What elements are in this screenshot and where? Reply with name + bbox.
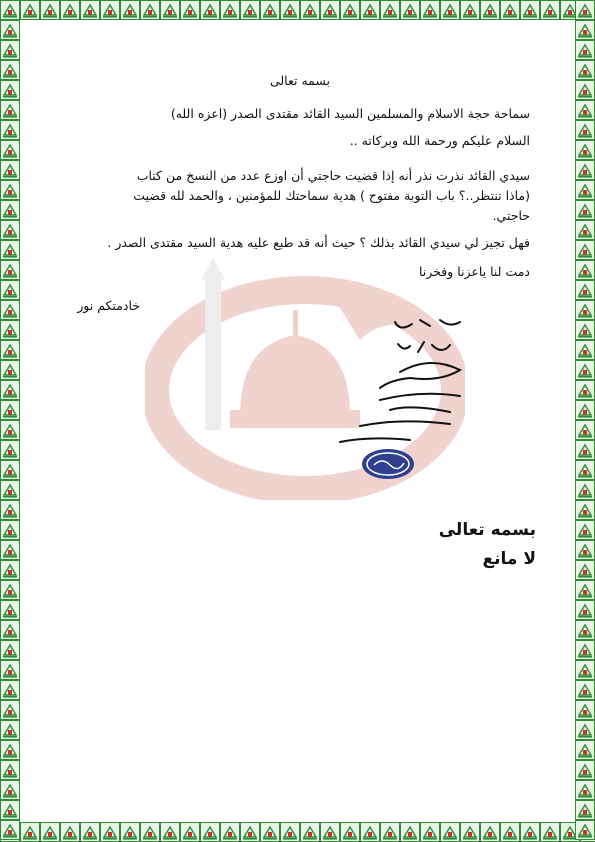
ornament-tile-icon (575, 380, 595, 400)
ornament-tile-icon (575, 680, 595, 700)
ornament-tile-icon (0, 660, 20, 680)
ornament-tile-icon (0, 580, 20, 600)
ornament-tile-icon (575, 500, 595, 520)
ornament-tile-icon (575, 140, 595, 160)
body-line-2: (ماذا تنتظر..؟ باب التوبة مفتوح ) هدية سماحتك للمؤمنين ، والحمد لله قضيت (133, 188, 530, 203)
body-line-3: حاجتي. (492, 208, 530, 223)
ornament-tile-icon (240, 822, 260, 842)
ornament-tile-icon (575, 460, 595, 480)
ornament-tile-icon (140, 822, 160, 842)
ornament-tile-icon (400, 822, 420, 842)
greeting-line: السلام عليكم ورحمة الله وبركاته .. (349, 133, 530, 148)
ornament-tile-icon (575, 240, 595, 260)
reply-heading: بسمه تعالى (438, 520, 536, 540)
ornament-tile-icon (340, 0, 360, 20)
ornament-tile-icon (20, 822, 40, 842)
ornament-tile-icon (575, 80, 595, 100)
seal-stamp-icon (360, 447, 416, 481)
ornament-tile-icon (575, 760, 595, 780)
ornament-tile-icon (0, 100, 20, 120)
ornament-tile-icon (480, 822, 500, 842)
ornament-tile-icon (0, 620, 20, 640)
ornament-tile-icon (320, 822, 340, 842)
reply-answer: لا مانع (482, 549, 536, 569)
ornament-tile-icon (0, 440, 20, 460)
ornament-tile-icon (220, 0, 240, 20)
ornament-tile-icon (0, 560, 20, 580)
ornament-tile-icon (380, 0, 400, 20)
ornament-tile-icon (160, 0, 180, 20)
ornament-tile-icon (80, 822, 100, 842)
ornament-tile-icon (0, 740, 20, 760)
ornament-tile-icon (60, 0, 80, 20)
ornament-tile-icon (575, 540, 595, 560)
ornament-tile-icon (0, 460, 20, 480)
ornament-tile-icon (575, 520, 595, 540)
ornament-tile-icon (0, 320, 20, 340)
ornament-tile-icon (0, 20, 20, 40)
ornament-tile-icon (575, 160, 595, 180)
ornament-tile-icon (60, 822, 80, 842)
ornament-tile-icon (120, 0, 140, 20)
ornament-tile-icon (575, 660, 595, 680)
ornament-tile-icon (575, 300, 595, 320)
ornament-tile-icon (575, 280, 595, 300)
ornament-tile-icon (340, 822, 360, 842)
ornament-tile-icon (460, 822, 480, 842)
ornament-tile-icon (575, 620, 595, 640)
ornament-tile-icon (0, 380, 20, 400)
ornament-tile-icon (80, 0, 100, 20)
ornament-tile-icon (575, 580, 595, 600)
ornament-tile-icon (0, 200, 20, 220)
ornament-tile-icon (20, 0, 40, 20)
ornament-tile-icon (380, 822, 400, 842)
ornament-tile-icon (0, 300, 20, 320)
ornament-tile-icon (575, 440, 595, 460)
ornament-tile-icon (575, 800, 595, 820)
ornament-tile-icon (0, 800, 20, 820)
ornament-tile-icon (575, 420, 595, 440)
ornament-tile-icon (575, 200, 595, 220)
ornament-tile-icon (0, 540, 20, 560)
ornament-tile-icon (575, 360, 595, 380)
ornament-tile-icon (0, 600, 20, 620)
border-bottom (0, 822, 595, 842)
ornament-tile-icon (575, 120, 595, 140)
ornament-tile-icon (0, 220, 20, 240)
ornament-tile-icon (360, 822, 380, 842)
ornament-tile-icon (0, 260, 20, 280)
ornament-tile-icon (0, 820, 20, 840)
ornament-tile-icon (540, 822, 560, 842)
ornament-tile-icon (0, 480, 20, 500)
sender-line: خادمتكم نور (77, 298, 140, 313)
ornament-tile-icon (0, 360, 20, 380)
ornament-tile-icon (300, 822, 320, 842)
ornament-tile-icon (0, 720, 20, 740)
ornament-tile-icon (200, 822, 220, 842)
ornament-tile-icon (575, 780, 595, 800)
ornament-tile-icon (0, 420, 20, 440)
ornament-tile-icon (520, 0, 540, 20)
ornament-tile-icon (575, 480, 595, 500)
ornament-tile-icon (0, 120, 20, 140)
ornament-tile-icon (420, 822, 440, 842)
ornament-tile-icon (0, 60, 20, 80)
ornament-tile-icon (40, 822, 60, 842)
question-line: فهل تجيز لي سيدي القائد بذلك ؟ حيث أنه قد طبع عليه هدية السيد مقتدى الصدر . (107, 235, 530, 250)
ornament-tile-icon (575, 40, 595, 60)
ornament-tile-icon (0, 500, 20, 520)
ornament-tile-icon (500, 822, 520, 842)
ornament-tile-icon (260, 822, 280, 842)
ornament-tile-icon (440, 822, 460, 842)
ornament-tile-icon (575, 260, 595, 280)
ornament-tile-icon (575, 700, 595, 720)
ornament-tile-icon (240, 0, 260, 20)
addressee-line: سماحة حجة الاسلام والمسلمين السيد القائد مقتدى الصدر (اعزه الله) (170, 106, 530, 121)
ornament-tile-icon (0, 780, 20, 800)
ornament-tile-icon (0, 680, 20, 700)
ornament-tile-icon (575, 340, 595, 360)
ornament-tile-icon (575, 180, 595, 200)
ornament-tile-icon (575, 820, 595, 840)
ornament-tile-icon (0, 80, 20, 100)
ornament-tile-icon (0, 180, 20, 200)
letter-heading: بسمه تعالى (269, 73, 331, 88)
ornament-tile-icon (0, 400, 20, 420)
ornament-tile-icon (575, 600, 595, 620)
ornament-tile-icon (575, 60, 595, 80)
ornament-tile-icon (440, 0, 460, 20)
ornament-tile-icon (0, 760, 20, 780)
ornament-tile-icon (540, 0, 560, 20)
ornament-tile-icon (575, 100, 595, 120)
ornament-tile-icon (575, 320, 595, 340)
border-right (575, 0, 595, 842)
ornament-tile-icon (0, 0, 20, 20)
ornament-tile-icon (100, 822, 120, 842)
ornament-tile-icon (460, 0, 480, 20)
ornament-tile-icon (300, 0, 320, 20)
ornament-tile-icon (575, 220, 595, 240)
ornament-tile-icon (100, 0, 120, 20)
ornament-tile-icon (420, 0, 440, 20)
ornament-tile-icon (0, 140, 20, 160)
ornament-tile-icon (0, 700, 20, 720)
ornament-tile-icon (140, 0, 160, 20)
ornament-tile-icon (120, 822, 140, 842)
border-left (0, 0, 20, 842)
ornament-tile-icon (575, 0, 595, 20)
ornament-tile-icon (0, 160, 20, 180)
ornament-tile-icon (575, 400, 595, 420)
ornament-tile-icon (575, 720, 595, 740)
ornament-tile-icon (0, 640, 20, 660)
ornament-tile-icon (320, 0, 340, 20)
ornament-tile-icon (575, 20, 595, 40)
ornament-tile-icon (180, 0, 200, 20)
ornament-tile-icon (200, 0, 220, 20)
ornament-tile-icon (280, 0, 300, 20)
ornament-tile-icon (400, 0, 420, 20)
ornament-tile-icon (0, 40, 20, 60)
ornament-tile-icon (480, 0, 500, 20)
ornament-tile-icon (360, 0, 380, 20)
body-line-1: سيدي القائد نذرت نذر أنه إذا قضيت حاجتي أن اوزع عدد من النسخ من كتاب (136, 168, 530, 183)
ornament-tile-icon (0, 280, 20, 300)
ornament-tile-icon (520, 822, 540, 842)
ornament-tile-icon (40, 0, 60, 20)
ornament-tile-icon (0, 340, 20, 360)
ornament-tile-icon (575, 560, 595, 580)
closing-line: دمت لنا ياعزنا وفخرنا (418, 264, 530, 279)
border-top (0, 0, 595, 20)
ornament-tile-icon (280, 822, 300, 842)
ornament-tile-icon (180, 822, 200, 842)
ornament-tile-icon (575, 740, 595, 760)
ornament-tile-icon (260, 0, 280, 20)
ornament-tile-icon (575, 640, 595, 660)
ornament-tile-icon (0, 240, 20, 260)
ornament-tile-icon (500, 0, 520, 20)
ornament-tile-icon (160, 822, 180, 842)
ornament-tile-icon (0, 520, 20, 540)
ornament-tile-icon (220, 822, 240, 842)
